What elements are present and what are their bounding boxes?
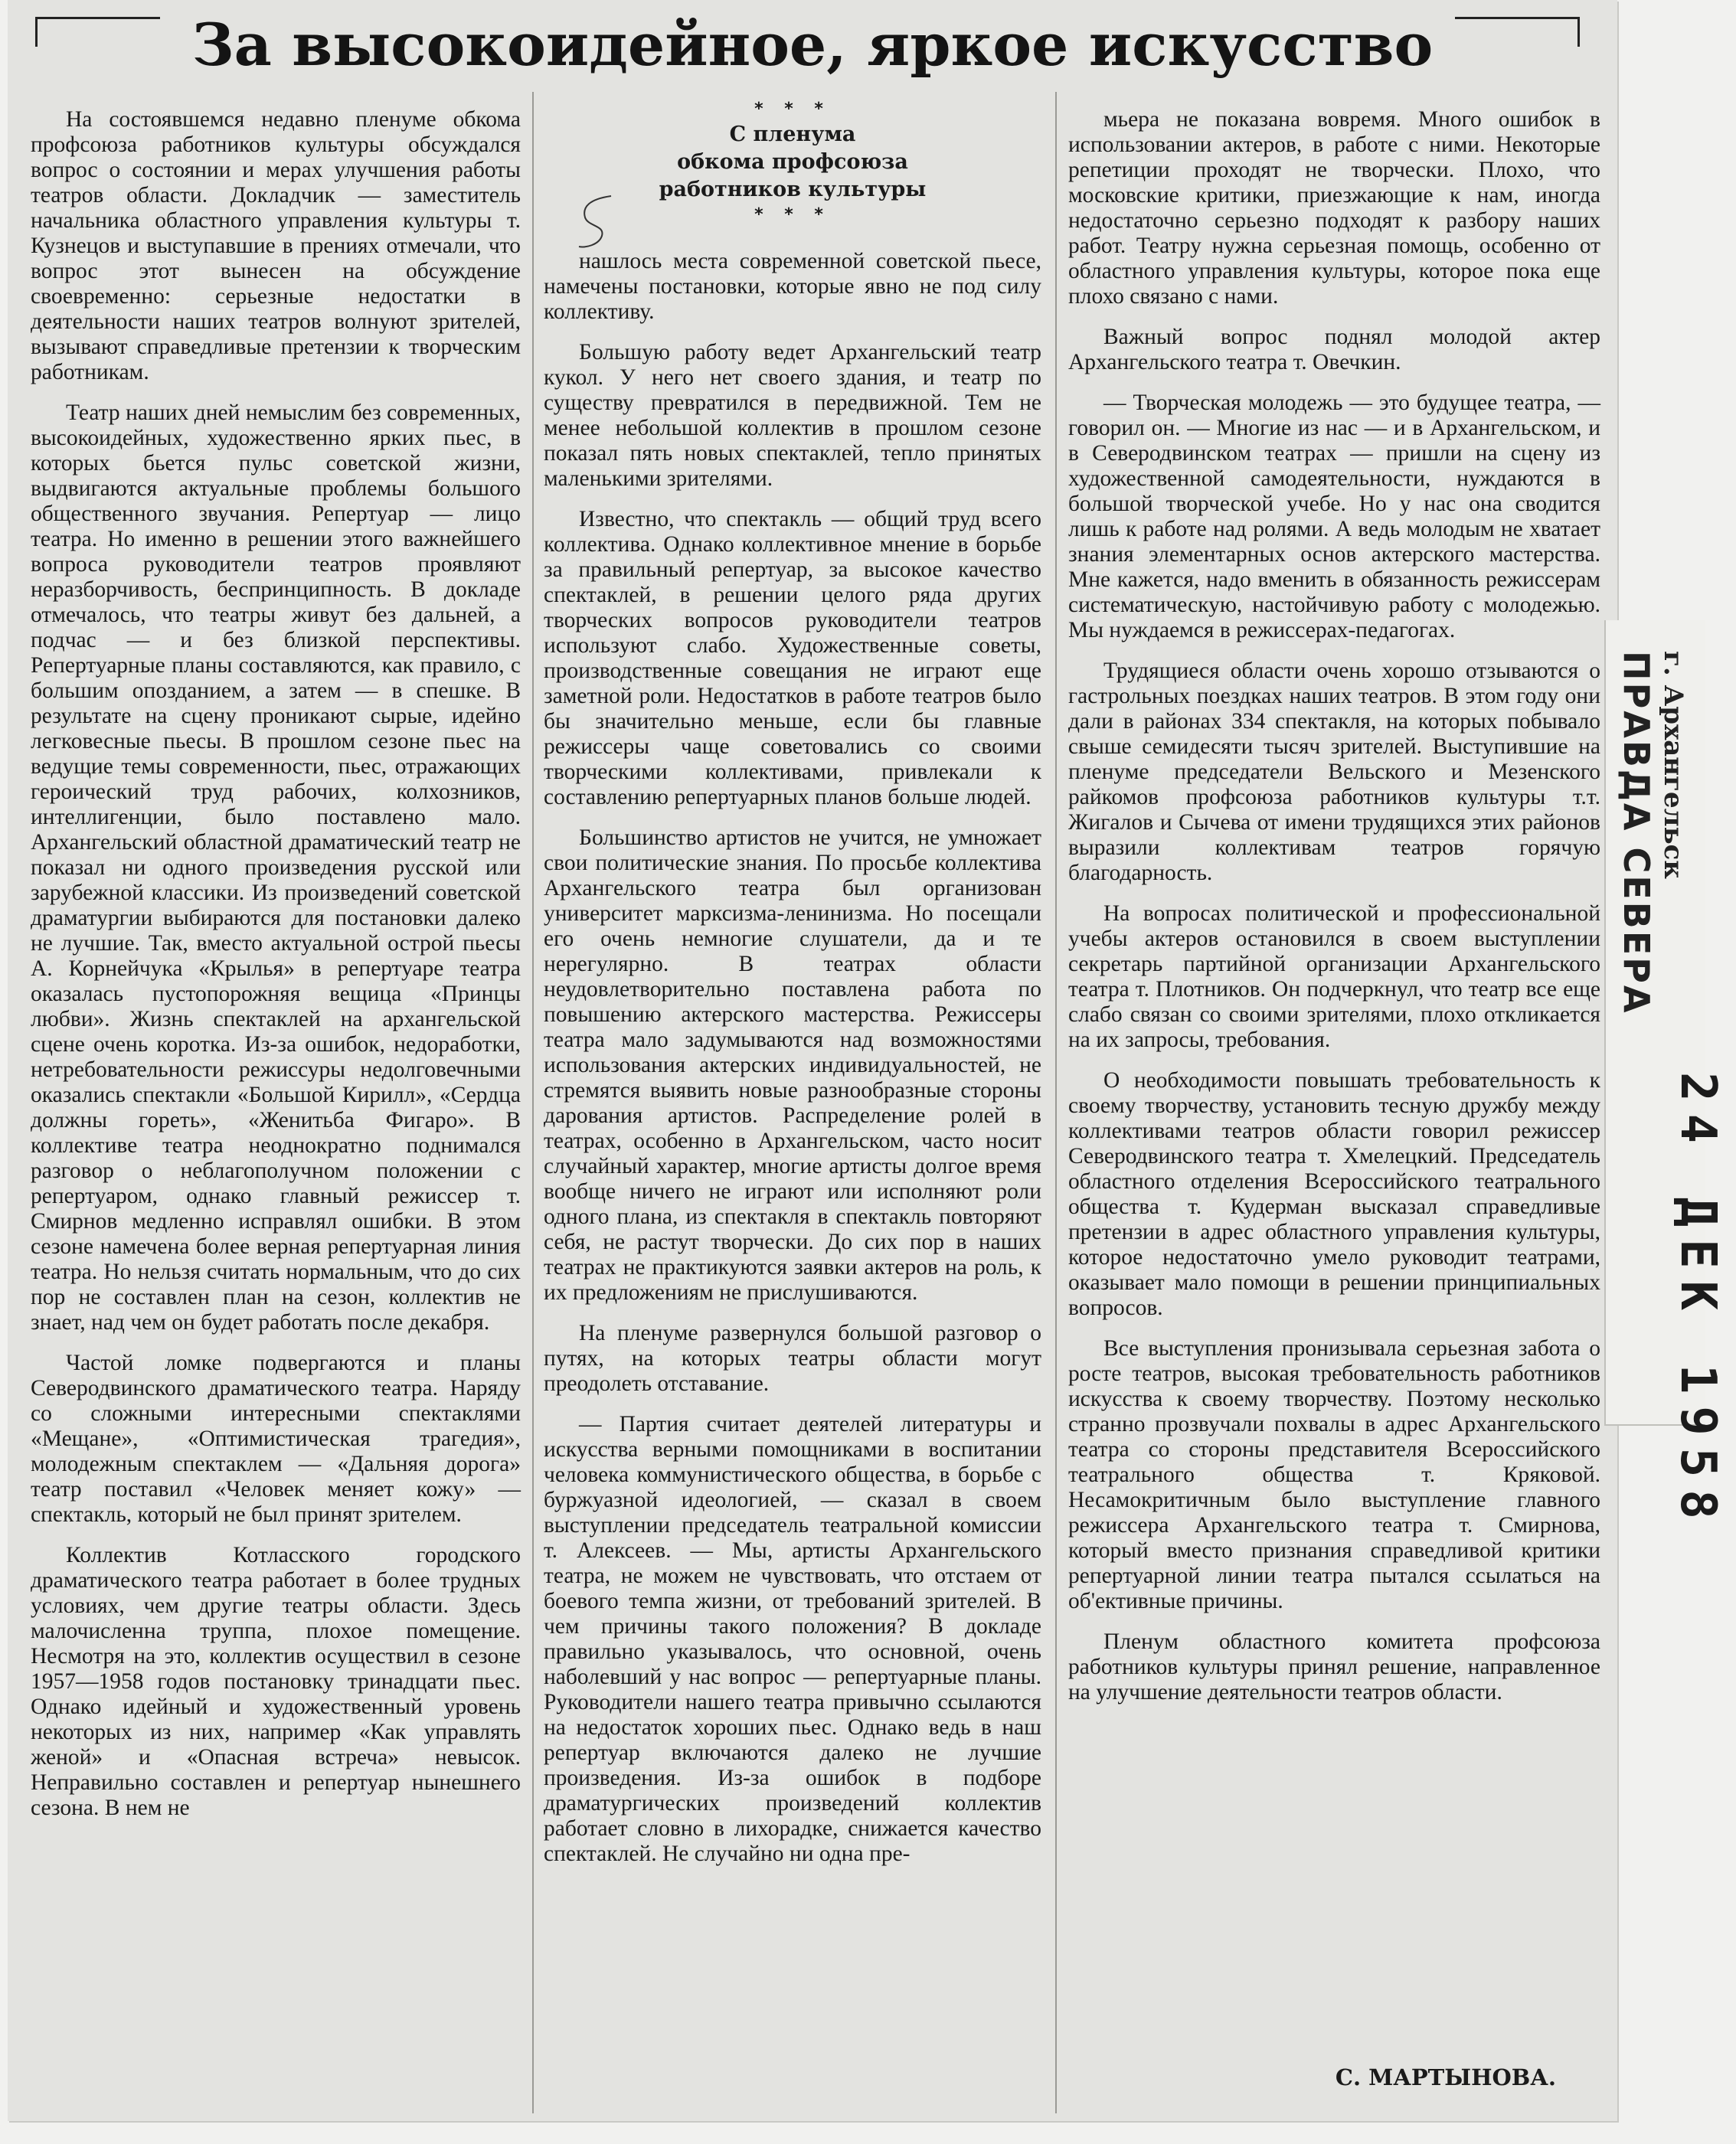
subhead-line: С пленума (729, 123, 856, 146)
article-paragraph: — Творческая молодежь — это будущее театра, — говорил он. — Многие из нас — и в Архангельском, и в Северодвинском театрах — пришли на сцену из художественной самодеятельности, нуждаются в большой творческой учебе. Но у нас она сводится лишь к работе над ролями. А ведь молодым не хватает знания элементарных основ актерского мастерства. Мне кажется, надо вменить в обязанность режиссерам систематическую, настойчивую работу с молодежью. Мы нуждаемся в режиссерах-педагогах. (1068, 391, 1600, 642)
article-paragraph: Частой ломке подвергаются и планы Северодвинского драматического театра. Наряду со сложными интересными спектаклями «Мещане», «Оптимистическая трагедия», молодежным спектаклем — «Дальняя дорога» театр поставил «Человек меняет кожу» — спектакль, который не был принят зрителем. (31, 1351, 521, 1527)
article-paragraph: Пленум областного комитета профсоюза работников культуры принял решение, направленное на улучшение деятельности театров области. (1068, 1629, 1600, 1704)
stars-bottom: * * * (754, 205, 831, 224)
column-divider-2 (1055, 92, 1057, 2113)
newspaper-name: ПРАВДА СЕВЕРА (1616, 651, 1657, 1015)
article-column-3 (1068, 107, 1600, 1721)
column-divider-1 (532, 92, 534, 2113)
date-stamp: 24 ДЕК 1958 (1669, 1072, 1726, 1531)
subhead-line: работников культуры (659, 178, 927, 201)
article-paragraph: нашлось места современной советской пьесе, намечены постановки, которые явно не под силу коллективу. (544, 249, 1041, 324)
newspaper-city: г. Архангельск (1658, 651, 1689, 879)
article-paragraph: На состоявшемся недавно пленуме обкома профсоюза работников культуры обсуждался вопрос о состоянии и мерах улучшения работы театров области. Докладчик — заместитель начальника областного управления культуры т. Кузнецов и выступавшие в прениях отмечали, что вопрос этот вынесен на обсуждение своевременно: серьезные недостатки в деятельности наших театров волнуют зрителей, вызывают справедливые претензии к творческим работникам. (31, 107, 521, 384)
pencil-mark-icon (574, 191, 620, 253)
article-paragraph: О необходимости повышать требовательность к своему творчеству, установить тесную дружбу между коллективами театров области говорил режиссер Северодвинского театра т. Хмелецкий. Председатель областного отделения Всероссийского театрального общества т. Кудерман высказал справедливые претензии в адрес областного управления культуры, которое недостаточно умело руководит театрами, оказывает мало помощи в решении принципиальных вопросов. (1068, 1068, 1600, 1320)
article-paragraph: Все выступления пронизывала серьезная забота о росте театров, высокая требовательность работников искусства к своему творчеству. Поэтому несколько странно прозвучали похвалы в адрес Архангельского театра со стороны представителя Всероссийского театрального общества т. Кряковой. Несамокритичным было выступление главного режиссера Архангельского театра т. Смирнова, который вместо признания справедливой критики репертуарной линии театра пытался ссылаться на об'ективные причины. (1068, 1336, 1600, 1613)
article-paragraph: — Партия считает деятелей литературы и искусства верными помощниками в воспитании человека коммунистического общества, в борьбе с буржуазной идеологией, — сказал в своем выступлении председатель театральной комиссии т. Алексеев. — Мы, артисты Архангельского театра, не можем не чувствовать, что отстаем от боевого темпа жизни, от требований зрителей. В чем причины такого положения? В докладе правильно указывалось, что основной, очень наболевший у нас вопрос — репертуарные планы. Руководители нашего театра привычно ссылаются на недостаток хороших пьес. Однако ведь в наш репертуар включаются далеко не лучшие произведения. Из-за ошибок в подборе драматургических произведений коллектив работает словно в лихорадке, снижается качество спектаклей. Не случайно ни одна пре- (544, 1412, 1041, 1866)
headline: За высокоидейное, яркое искусство (191, 11, 1434, 79)
article-paragraph: Театр наших дней немыслим без современных, высокоидейных, художественно ярких пьес, в которых бьется пульс советской жизни, выдвигаются актуальные проблемы большого общественного звучания. Репертуар — лицо театра. Но именно в решении этого важнейшего вопроса руководители театров проявляют неразборчивость, беспринципность. В докладе отмечалось, что театры живут без дальней, а подчас — и без близкой перспективы. Репертуарные планы составляются, как правило, с большим опозданием, а затем — в спешке. В результате на сцену проникают сырые, идейно легковесные пьесы. В прошлом сезоне пьес на ведущие темы современности, пьес, отражающих героический труд рабочих, колхозников, интеллигенции, было поставлено мало. Архангельский областной драматический театр не показал ни одного произведения русской или зарубежной классики. Из произведений советской драматургии выбираются для постановки далеко не лучшие. Так, вместо актуальной острой пьесы А. Корнейчука «Крылья» в репертуаре театра оказалась пустопорожняя вещица «Принцы любви». Жизнь спектаклей на архангельской сцене очень коротка. Из-за ошибок, недоработки, нетребовательности режиссуры недолговечными оказались спектакли «Большой Кирилл», «Сердца должны гореть», «Женитьба Фигаро». В коллективе театра неоднократно поднимался разговор о неблагополучном положении с репертуаром, однако главный режиссер т. Смирнов медленно исправлял ошибки. В этом сезоне намечена более верная репертуарная линия театра. Но нельзя считать нормальным, что до сих пор не составлен план на сезон, коллектив не знает, над чем он будет работать после декабря. (31, 400, 521, 1335)
article-paragraph: На вопросах политической и профессиональной учебы актеров остановился в своем выступлении секретарь партийной организации Архангельского театра т. Плотников. Он подчеркнул, что театр все еще слабо связан со своими зрителями, плохо откликается на их запросы, требования. (1068, 901, 1600, 1052)
stars-top: * * * (754, 100, 831, 119)
article-column-2 (544, 249, 1041, 1882)
article-paragraph: На пленуме развернулся большой разговор о путях, на которых театры области могут преодолеть отставание. (544, 1321, 1041, 1396)
article-column-1 (31, 107, 521, 1836)
article-paragraph: Известно, что спектакль — общий труд всего коллектива. Однако коллективное мнение в борьбе за правильный репертуар, за высокое качество спектаклей, в решении целого ряда других творческих вопросов руководители театров используют слабо. Художественные советы, производственные совещания не играют еще заметной роли. Недостатков в работе театров было бы значительно меньше, если бы главные режиссеры чаще советовались со своими творческими коллективами, привлекали к составлению репертуарных планов больше людей. (544, 507, 1041, 809)
subhead-line: обкома профсоюза (677, 150, 908, 174)
article-paragraph: Трудящиеся области очень хорошо отзываются о гастрольных поездках наших театров. В этом году они дали в районах 334 спектакля, на которых побывало свыше семидесяти тысяч зрителей. Выступившие на пленуме председатели Вельского и Мезенского райкомов профсоюза работников культуры т.т. Жигалов и Сычева от имени трудящихся этих районов выразили коллективам театров горячую благодарность. (1068, 659, 1600, 885)
newspaper-clipping (8, 0, 1617, 2121)
article-paragraph: Большую работу ведет Архангельский театр кукол. У него нет своего здания, и театр по существу превратился в передвижной. Тем не менее небольшой коллектив в прошлом сезоне показал пять новых спектаклей, тепло принятых маленькими зрителями. (544, 340, 1041, 491)
author-signature: С. МАРТЫНОВА. (1335, 2064, 1556, 2090)
article-paragraph: мьера не показана вовремя. Много ошибок в использовании актеров, в работе с ними. Некоторые репетиции проходят не творчески. Плохо, что московские критики, приезжающие к нам, иногда недостаточно серьезно подходят к разбору наших работ. Театру нужна серьезная помощь, особенно от областного управления культуры, которое пока еще плохо связано с нами. (1068, 107, 1600, 309)
article-paragraph: Большинство артистов не учится, не умножает свои политические знания. По просьбе коллектива Архангельского театра был организован университет марксизма-ленинизма. Но посещали его очень немногие слушатели, да и те нерегулярно. В театрах области неудовлетворительно поставлена работа по повышению актерского мастерства. Режиссеры театра мало задумываются над возможностями использования актерских индивидуальностей, не стремятся выявить новые разнообразные стороны дарования артистов. Распределение ролей в театрах, особенно в Архангельском, часто носит случайный характер, многие артисты долгое время вообще ничего не играют или исполняют роли одного плана, из спектакля в спектакль повторяют себя, не растут творчески. До сих пор в наших театрах не практикуются заявки актеров на роль, к их предложениям не прислушиваются. (544, 825, 1041, 1305)
article-paragraph: Коллектив Котласского городского драматического театра работает в более трудных условиях, чем другие театры области. Здесь малочисленна труппа, плохое помещение. Несмотря на это, коллектив осуществил в сезоне 1957—1958 годов постановку тринадцати пьес. Однако идейный и художественный уровень некоторых из них, например «Как управлять женой» и «Опасная встреча» невысок. Неправильно составлен и репертуар нынешнего сезона. В нем не (31, 1543, 521, 1820)
article-paragraph: Важный вопрос поднял молодой актер Архангельского театра т. Овечкин. (1068, 325, 1600, 374)
